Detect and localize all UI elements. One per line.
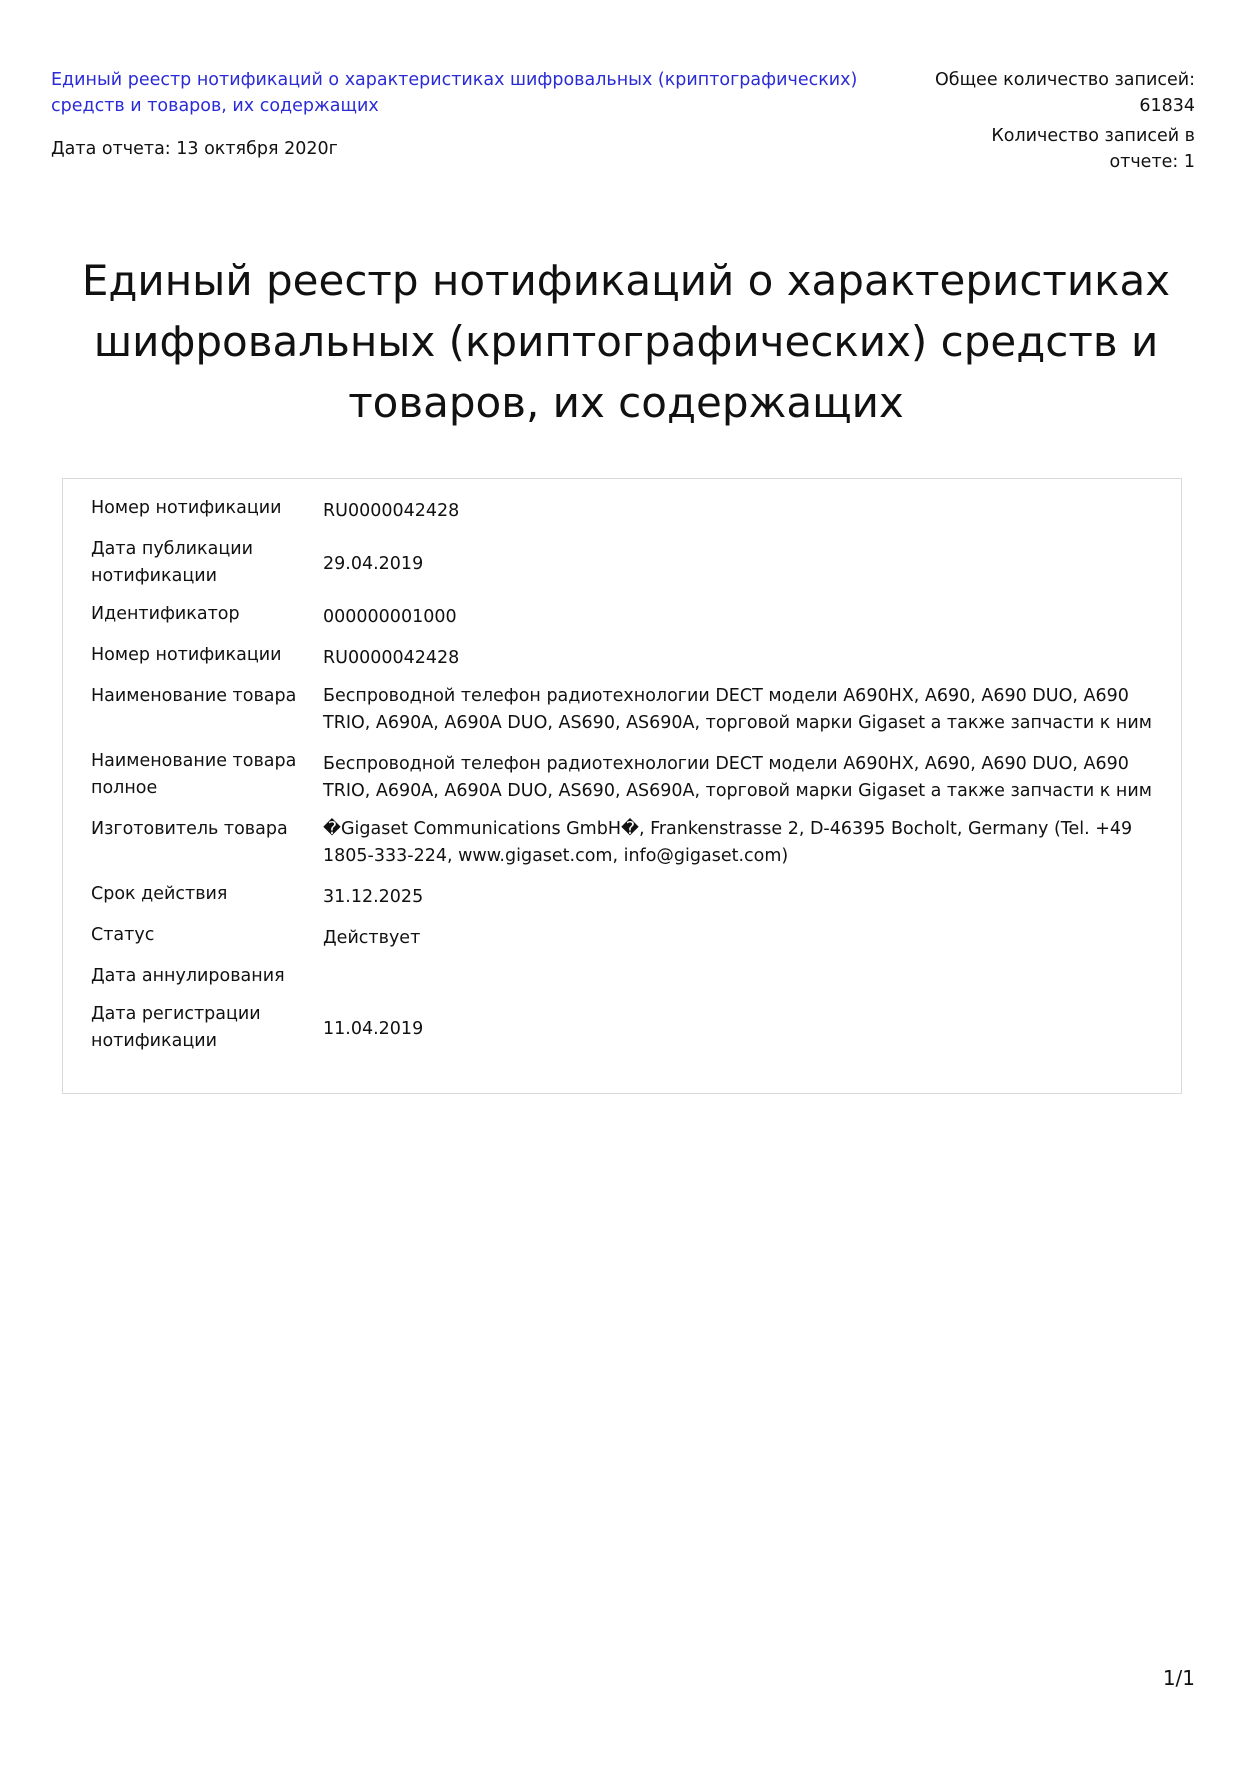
field-label: Дата аннулирования <box>91 966 285 986</box>
field-label: Номер нотификации <box>91 645 282 665</box>
registry-header-link[interactable]: Единый реестр нотификаций о характеристиках шифровальных (криптографических) средств и товаров, их содержащих <box>51 70 858 116</box>
report-records-count: Количество записей в отчете: 1 <box>991 126 1195 172</box>
field-value: Беспроводной телефон радиотехнологии DECT модели A690HX, A690, A690 DUO, A690 TRIO, A690A, A690A DUO, AS690, AS690A, торговой марки Gigaset а также запчасти к ним <box>323 686 1152 733</box>
field-row-notification-number-2 <box>91 642 1161 683</box>
field-label: Наименование товара <box>91 686 297 706</box>
report-date: Дата отчета: 13 октября 2020г <box>51 139 338 159</box>
field-row-product-full-name <box>91 748 1161 816</box>
page-number: 1/1 <box>1162 1666 1195 1690</box>
record-fields <box>91 495 1161 1066</box>
field-value: 29.04.2019 <box>323 554 424 574</box>
field-label: Срок действия <box>91 884 228 904</box>
field-row-status <box>91 922 1161 963</box>
field-label: Дата публикации нотификации <box>91 539 253 586</box>
field-value: Беспроводной телефон радиотехнологии DECT модели A690HX, A690, A690 DUO, A690 TRIO, A690A, A690A DUO, AS690, AS690A, торговой марки Gigaset а также запчасти к ним <box>323 754 1152 801</box>
field-label: Дата регистрации нотификации <box>91 1004 261 1051</box>
field-row-validity <box>91 881 1161 922</box>
field-value: Действует <box>323 928 421 948</box>
field-value <box>323 963 1161 966</box>
field-row-cancellation-date <box>91 963 1161 1001</box>
field-label: Номер нотификации <box>91 498 282 518</box>
total-records-count: Общее количество записей: 61834 <box>935 70 1195 116</box>
page-title: Единый реестр нотификаций о характеристиках шифровальных (криптографических) средств и товаров, их содержащих <box>81 256 1171 427</box>
field-row-identifier <box>91 601 1161 642</box>
field-label: Идентификатор <box>91 604 240 624</box>
field-label: Изготовитель товара <box>91 819 288 839</box>
field-value: RU0000042428 <box>323 501 460 521</box>
field-value: �Gigaset Communications GmbH�, Frankenstrasse 2, D-46395 Bocholt, Germany (Tel. +49 1805-333-224, www.gigaset.com, info@gigaset.com) <box>323 819 1133 866</box>
field-label: Статус <box>91 925 155 945</box>
field-row-product-name <box>91 683 1161 748</box>
field-label: Наименование товара полное <box>91 751 297 798</box>
field-value: 11.04.2019 <box>323 1019 424 1039</box>
field-row-registration-date <box>91 1001 1161 1066</box>
notification-record-card <box>62 478 1182 1094</box>
field-row-notification-number <box>91 495 1161 536</box>
field-row-publication-date <box>91 536 1161 601</box>
field-value: 31.12.2025 <box>323 887 424 907</box>
field-value: 000000001000 <box>323 607 457 627</box>
field-value: RU0000042428 <box>323 648 460 668</box>
field-row-manufacturer <box>91 816 1161 881</box>
